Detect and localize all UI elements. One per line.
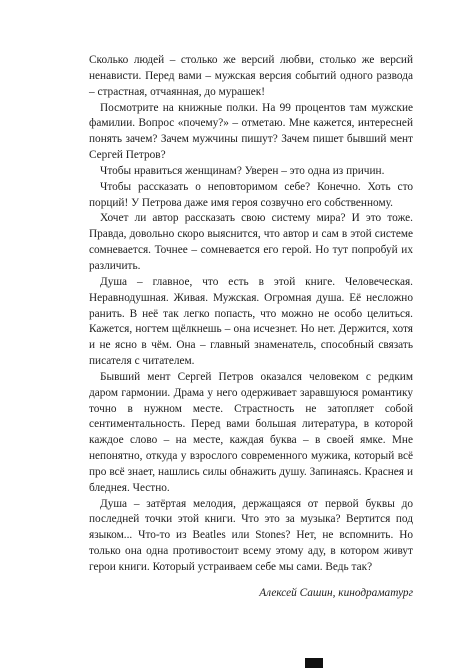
paragraph: Хочет ли автор рассказать свою систему мира? И это тоже. Правда, довольно скоро выяснится, что автор и сам в этой системе сомневается. Точнее – сомневается его герой. Но тут попробуй их различить.: [89, 212, 413, 272]
paragraph: Душа – затёртая мелодия, держащаяся от первой буквы до последней точки этой книги. Что это за музыка? Вертится под языком... Что-то из Beatles или Stones? Нет, не вспомнить. Но только она одна противостоит всему этому аду, в котором живут герои книги. Который устраиваем себе мы сами. Ведь так?: [89, 497, 413, 573]
paragraph: Чтобы нравиться женщинам? Уверен – это одна из причин.: [100, 164, 385, 177]
paragraph: Душа – главное, что есть в этой книге. Человеческая. Неравнодушная. Живая. Мужская. Огромная душа. Её несложно ранить. В неё так легко попасть, что можно не особо целиться. Кажется, ногтем щёлкнешь – она исчезнет. Но нет. Держится, хотя и не ясно в чём. Она – главный знаменатель, способный связать писателя с читателем.: [89, 275, 413, 368]
page-edge-marker: [305, 658, 323, 668]
paragraph: Сколько людей – столько же версий любви, столько же версий ненависти. Перед вами – мужская версия событий одного развода – страстная, отчаянная, до мурашек!: [89, 54, 413, 98]
paragraph: Посмотрите на книжные полки. На 99 процентов там мужские фамилии. Вопрос «почему?» – отметаю. Мне кажется, интересней понять зачем? Зачем мужчины пишут? Зачем пишет бывший мент Сергей Петров?: [89, 101, 413, 162]
paragraph: Бывший мент Сергей Петров оказался человеком с редким даром гармонии. Драма у него одерживает заравшуюся романтику точно в нужном месте. Страстность не затопляет собой сентиментальность. Перед вами большая литература, в которой каждое слово – на месте, каждая буква – в своей ямке. Мне непонятно, откуда у взрослого современного мужика, который всё про всё знает, нашлись силы обнажить душу. Запинаясь. Краснея и бледнея. Честно.: [89, 370, 413, 494]
author-signature: Алексей Сашин, кинодраматург: [259, 586, 413, 599]
paragraph: Чтобы рассказать о неповторимом себе? Конечно. Хоть сто порций! У Петрова даже имя героя созвучно его собственному.: [89, 180, 413, 209]
main-text: [89, 53, 413, 602]
